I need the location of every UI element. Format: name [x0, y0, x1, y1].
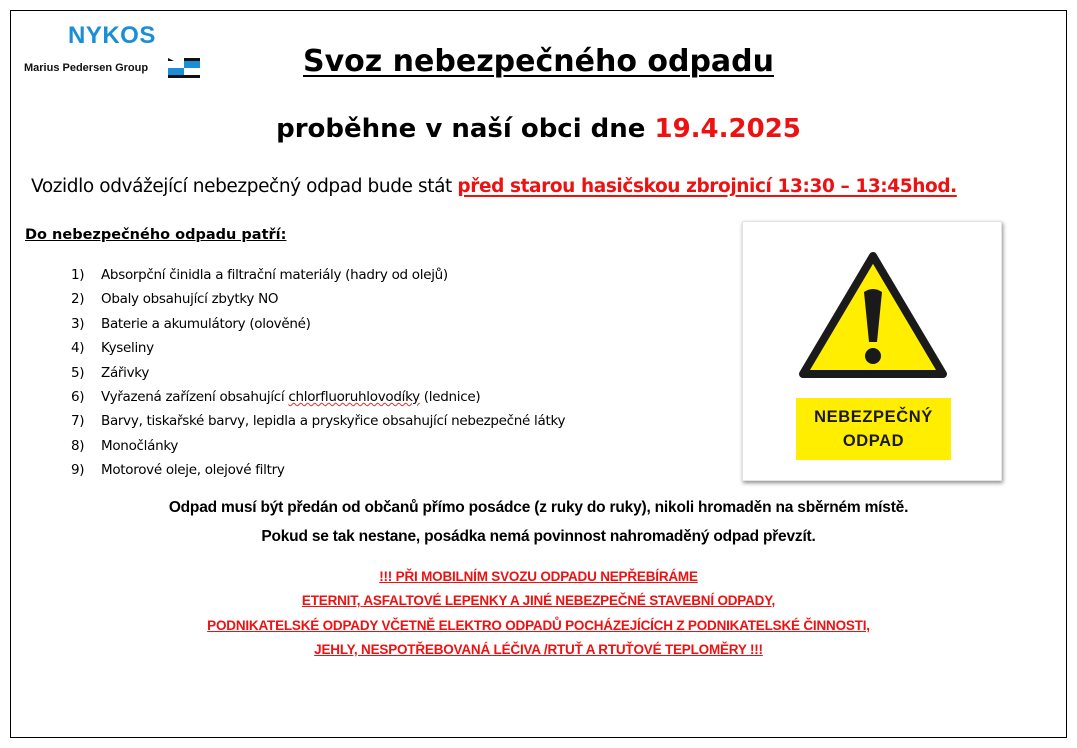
rule-line-1: Odpad musí být předán od občanů přímo posádce (z ruky do ruky), nikoli hromaděn na sběrném místě.	[168, 499, 909, 516]
warning-triangle-icon	[798, 250, 948, 380]
title-text: Svoz nebezpečného odpadu	[302, 44, 775, 79]
list-item	[71, 287, 565, 311]
warning-line-3: PODNIKATELSKÉ ODPADY VČETNĚ ELEKTRO ODPADŮ POCHÁZEJÍCÍCH Z PODNIKATELSKÉ ČINNOSTI,	[207, 618, 870, 633]
location-and-time: před starou hasičskou zbrojnicí 13:30 – 13:45hod.	[457, 176, 957, 197]
hazardous-waste-list	[71, 263, 565, 483]
vehicle-location-line	[31, 176, 957, 197]
item-text: Barvy, tiskařské barvy, lepidla a pryskyřice obsahující nebezpečné látky	[101, 413, 566, 430]
item-number: 8)	[71, 437, 85, 454]
item-number: 6)	[71, 388, 85, 405]
item-text: Vyřazená zařízení obsahující	[101, 388, 289, 405]
warning-line-1: !!! PŘI MOBILNÍM SVOZU ODPADU NEPŘEBÍRÁME	[379, 569, 698, 584]
item-text: Motorové oleje, olejové filtry	[101, 462, 285, 479]
warning-line-2: ETERNIT, ASFALTOVÉ LEPENKY A JINÉ NEBEZPEČNÉ STAVEBNÍ ODPADY,	[301, 593, 776, 608]
sign-label-line1: NEBEZPEČNÝ	[814, 408, 933, 426]
list-heading: Do nebezpečného odpadu patří:	[25, 227, 287, 243]
item-text: Monočlánky	[101, 437, 179, 454]
warning-line-4: JEHLY, NESPOTŘEBOVANÁ LÉČIVA /RTUŤ A RTUŤOVÉ TEPLOMĚRY !!!	[314, 642, 763, 657]
item-number: 2)	[71, 291, 85, 308]
sign-label-line2: ODPAD	[842, 432, 905, 450]
item-number: 9)	[71, 462, 85, 479]
collection-date: 19.4.2025	[654, 114, 801, 144]
item-text: Absorpční činidla a filtrační materiály (hadry od olejů)	[101, 267, 448, 283]
logo-group-name: Marius Pedersen Group	[24, 62, 149, 74]
item-text: Kyseliny	[101, 340, 154, 357]
item-number: 7)	[71, 413, 85, 430]
list-item	[71, 361, 565, 385]
list-item	[71, 385, 565, 409]
item-text: Obaly obsahující zbytky NO	[101, 291, 279, 308]
list-item	[71, 263, 565, 287]
list-item	[71, 409, 565, 433]
item-text: Zářivky	[101, 364, 150, 381]
list-item	[71, 336, 565, 360]
collection-date-line	[0, 114, 1077, 144]
item-number: 4)	[71, 340, 85, 357]
page-title	[0, 44, 1077, 79]
item-text: Baterie a akumulátory (olověné)	[101, 315, 311, 332]
hazard-sign-image	[742, 221, 1002, 481]
item-number: 5)	[71, 364, 85, 381]
item-number: 1)	[71, 267, 85, 283]
list-item	[71, 434, 565, 458]
logo-brand: NYKOS	[68, 22, 156, 49]
rule-line-2: Pokud se tak nestane, posádka nemá povinnost nahromaděný odpad převzít.	[261, 528, 816, 545]
spellcheck-marked-word: chlorfluoruhlovodíky	[288, 388, 420, 405]
subtitle-prefix: proběhne v naší obci dne	[276, 114, 655, 144]
item-text-suffix: (lednice)	[419, 388, 481, 405]
item-number: 3)	[71, 315, 85, 332]
sign-label	[796, 398, 951, 460]
list-item	[71, 458, 565, 482]
vehicle-text: Vozidlo odvážející nebezpečný odpad bude stát	[31, 176, 458, 197]
list-item	[71, 312, 565, 336]
